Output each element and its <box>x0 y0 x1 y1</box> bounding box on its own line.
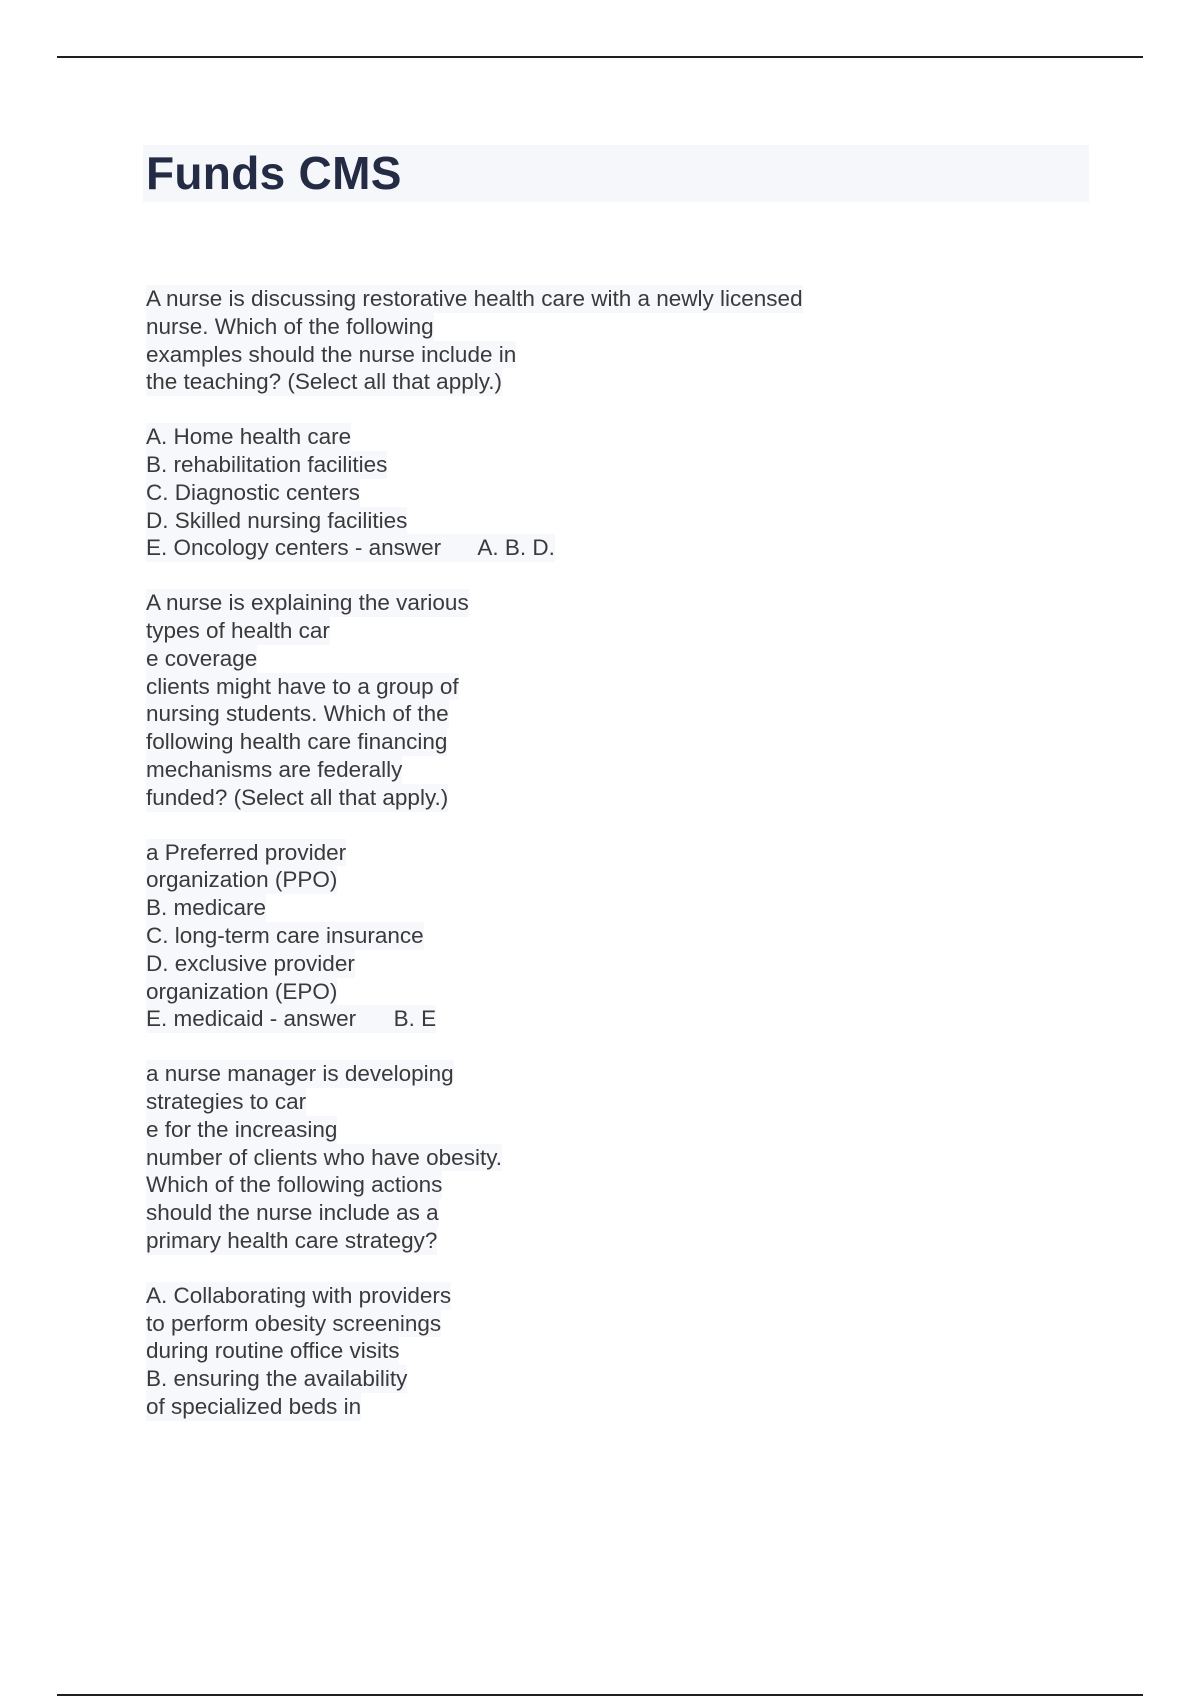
text-line: e for the increasing <box>146 1116 338 1142</box>
question-1-stem <box>146 285 1046 396</box>
option-line: C. long-term care insurance <box>146 922 424 948</box>
question-2-stem <box>146 589 1046 811</box>
answer-line: E. medicaid - answer B. E <box>146 1006 437 1032</box>
bottom-rule <box>57 1694 1143 1696</box>
text-line: funded? (Select all that apply.) <box>146 784 449 810</box>
text-line: strategies to car <box>146 1088 307 1114</box>
text-line: e coverage <box>146 645 258 671</box>
page-title: Funds CMS <box>146 147 402 199</box>
text-line: A nurse is explaining the various <box>146 590 469 616</box>
option-line: B. rehabilitation facilities <box>146 451 388 477</box>
answer-line: E. Oncology centers - answer A. B. D. <box>146 535 555 561</box>
text-line: examples should the nurse include in <box>146 341 517 367</box>
text-line: nursing students. Which of the <box>146 701 449 727</box>
text-line: clients might have to a group of <box>146 673 459 699</box>
option-line: organization (PPO) <box>146 867 338 893</box>
text-line: primary health care strategy? <box>146 1227 438 1253</box>
option-line: organization (EPO) <box>146 978 338 1004</box>
text-line: number of clients who have obesity. <box>146 1144 503 1170</box>
text-line: nurse. Which of the following <box>146 313 434 339</box>
text-line: the teaching? (Select all that apply.) <box>146 369 503 395</box>
question-2-options <box>146 839 1046 1034</box>
text-line: mechanisms are federally <box>146 756 403 782</box>
option-line: C. Diagnostic centers <box>146 479 360 505</box>
option-line: during routine office visits <box>146 1338 400 1364</box>
question-3-stem <box>146 1060 1046 1255</box>
option-line: A. Collaborating with providers <box>146 1282 452 1308</box>
option-line: a Preferred provider <box>146 839 347 865</box>
option-line: of specialized beds in <box>146 1393 362 1419</box>
option-line: B. medicare <box>146 895 267 921</box>
text-line: Which of the following actions <box>146 1172 443 1198</box>
text-line: a nurse manager is developing <box>146 1061 454 1087</box>
text-line: types of health car <box>146 617 330 643</box>
text-line: should the nurse include as a <box>146 1200 439 1226</box>
option-line: D. exclusive provider <box>146 950 355 976</box>
top-rule <box>57 56 1143 58</box>
text-line: following health care financing <box>146 729 448 755</box>
option-line: B. ensuring the availability <box>146 1366 408 1392</box>
option-line: A. Home health care <box>146 424 352 450</box>
option-line: D. Skilled nursing facilities <box>146 507 408 533</box>
option-line: to perform obesity screenings <box>146 1310 442 1336</box>
question-1-options <box>146 423 1046 562</box>
question-3-options <box>146 1282 1046 1421</box>
text-line: A nurse is discussing restorative health care with a newly licensed <box>146 286 803 311</box>
document-body <box>146 285 1046 1421</box>
